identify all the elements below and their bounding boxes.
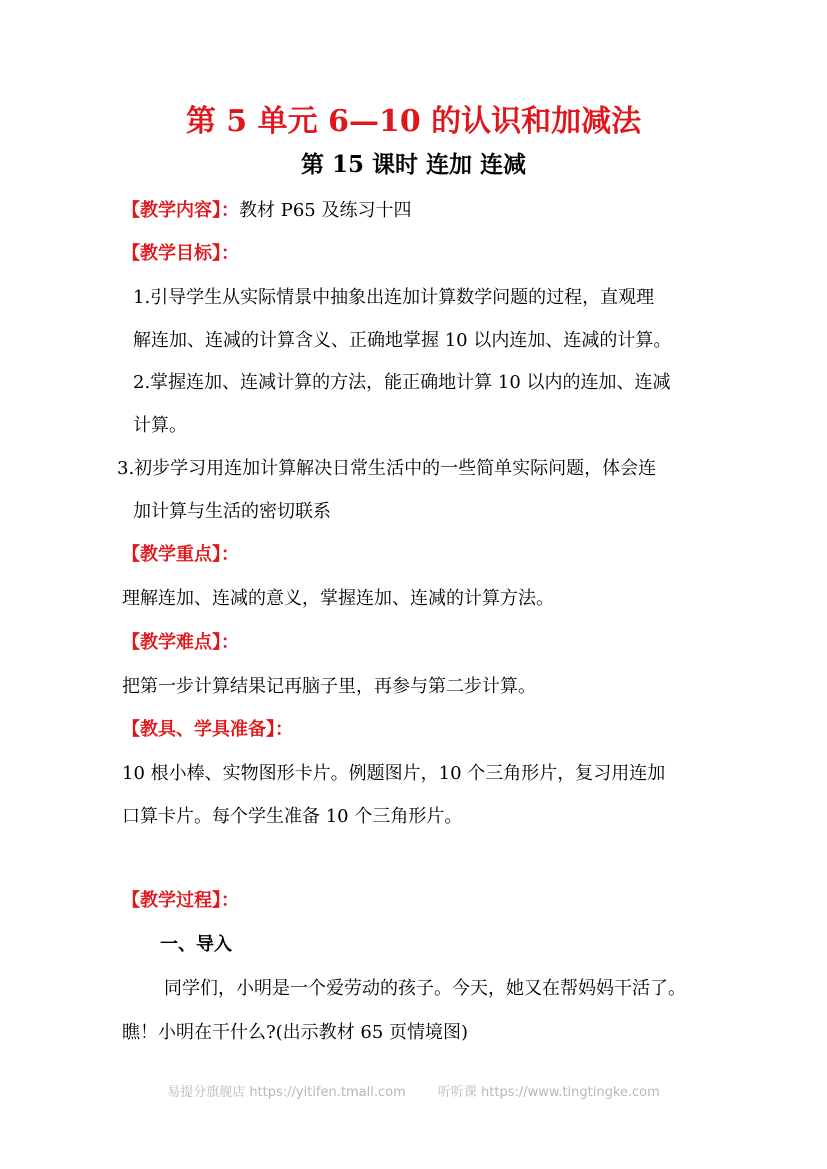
materials-line: 10 根小棒、实物图形卡片。例题图片，10 个三角形片，复习用连加	[122, 763, 666, 784]
process-line: 瞧！小明在干什么?(出示教材 65 页情境图)	[122, 1022, 469, 1043]
materials-label: 【教具、学具准备】：	[122, 719, 293, 740]
footer-watermark	[0, 1083, 827, 1103]
unit-title: 第 5 单元 6—10 的认识和加减法	[185, 104, 642, 139]
goal-line: 3.初步学习用连加计算解决日常生活中的一些简单实际问题，体会连	[117, 458, 657, 479]
materials-line: 口算卡片。每个学生准备 10 个三角形片。	[122, 806, 463, 827]
difficulties-label: 【教学难点】：	[122, 632, 239, 653]
lesson-subtitle: 第 15 课时 连加 连减	[300, 151, 527, 178]
goal-line: 加计算与生活的密切联系	[133, 501, 331, 522]
content-row	[122, 196, 411, 226]
goals-label: 【教学目标】：	[122, 243, 239, 264]
section-intro-heading: 一、导入	[160, 934, 232, 955]
process-label: 【教学过程】：	[122, 890, 239, 911]
goal-line: 2.掌握连加、连减计算的方法，能正确地计算 10 以内的连加、连减	[133, 372, 671, 393]
goal-line: 1.引导学生从实际情景中抽象出连加计算数学问题的过程，直观理	[133, 287, 655, 308]
content-text: 教材 P65 及练习十四	[239, 200, 412, 221]
process-line: 同学们，小明是一个爱劳动的孩子。今天，她又在帮妈妈干活了。	[164, 978, 686, 999]
keypoints-text: 理解连加、连减的意义，掌握连加、连减的计算方法。	[122, 588, 554, 609]
goal-line: 解连加、连减的计算含义、正确地掌握 10 以内连加、连减的计算。	[133, 330, 672, 351]
content-label: 【教学内容】：	[122, 200, 239, 221]
goal-line: 计算。	[133, 415, 187, 436]
difficulties-text: 把第一步计算结果记再脑子里，再参与第二步计算。	[122, 676, 536, 697]
footer-left-text: 易提分旗舰店 https://yitifen.tmall.com	[167, 1085, 406, 1100]
keypoints-label: 【教学重点】：	[122, 544, 239, 565]
footer-right-text: 听听课 https://www.tingtingke.com	[437, 1085, 660, 1100]
